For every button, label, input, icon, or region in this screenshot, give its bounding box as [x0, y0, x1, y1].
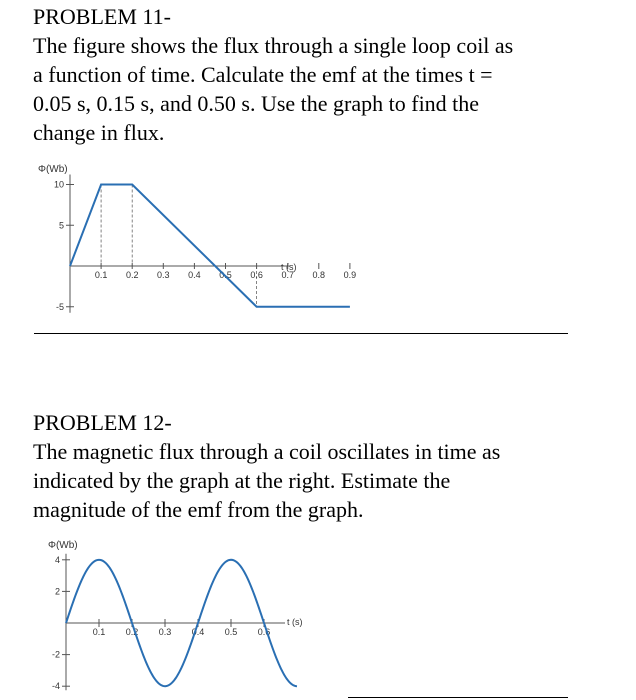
chart1-x-tick-label: 0.4: [188, 270, 201, 280]
problem-12-line: indicated by the graph at the right. Estimate the: [33, 468, 451, 493]
problem-12-line: magnitude of the emf from the graph.: [33, 497, 364, 522]
footer-line: [348, 697, 568, 698]
chart2-x-tick-label: 0.6: [257, 627, 271, 637]
problem-12-title: PROBLEM 12-: [33, 410, 172, 435]
problem-11-line: 0.05 s, 0.15 s, and 0.50 s. Use the graph to find the: [33, 91, 480, 116]
chart1-x-tick-label: 0.3: [157, 270, 170, 280]
chart1-x-tick-label: 0.6: [250, 270, 263, 280]
problem-11-line: a function of time. Calculate the emf at the times t =: [33, 62, 493, 87]
chart1-y-tick-label: -5: [55, 301, 64, 312]
chart1-x-tick-label: 0.2: [125, 270, 139, 280]
problem-11-line: The figure shows the flux through a single loop coil as: [33, 33, 514, 58]
chart1-x-tick-label: 0.7: [281, 270, 294, 280]
chart1-y-tick-label: 5: [58, 220, 64, 231]
chart2-y-tick-label: 4: [54, 554, 60, 565]
chart1-x-tick-label: 0.8: [312, 270, 326, 280]
chart1-xlabel: t (s): [281, 262, 297, 272]
chart2-ylabel: Φ(Wb): [48, 540, 78, 551]
problem-11-title: PROBLEM 11-: [33, 4, 171, 29]
chart2-xlabel: t (s): [287, 617, 303, 627]
chart2-x-tick-label: 0.4: [191, 627, 205, 637]
chart1-x-tick-label: 0.5: [219, 270, 232, 280]
problem-12-line: The magnetic flux through a coil oscillates in time as: [33, 439, 501, 464]
chart1-y-tick-label: 10: [53, 179, 64, 190]
chart2-y-tick-label: -4: [51, 681, 60, 692]
chart2-x-tick-label: 0.2: [125, 627, 139, 637]
chart2-y-tick-label: -2: [51, 649, 60, 660]
chart1-x-tick-label: 0.1: [94, 270, 108, 280]
chart2-x-tick-label: 0.3: [158, 627, 172, 637]
chart1-ylabel: Φ(Wb): [38, 164, 68, 175]
chart1-x-tick-label: 0.9: [343, 270, 357, 280]
chart2-y-tick-label: 2: [54, 586, 60, 597]
chart2-x-tick-label: 0.5: [224, 627, 238, 637]
problem-11-line: change in flux.: [33, 120, 165, 145]
chart2-x-tick-label: 0.1: [92, 627, 106, 637]
